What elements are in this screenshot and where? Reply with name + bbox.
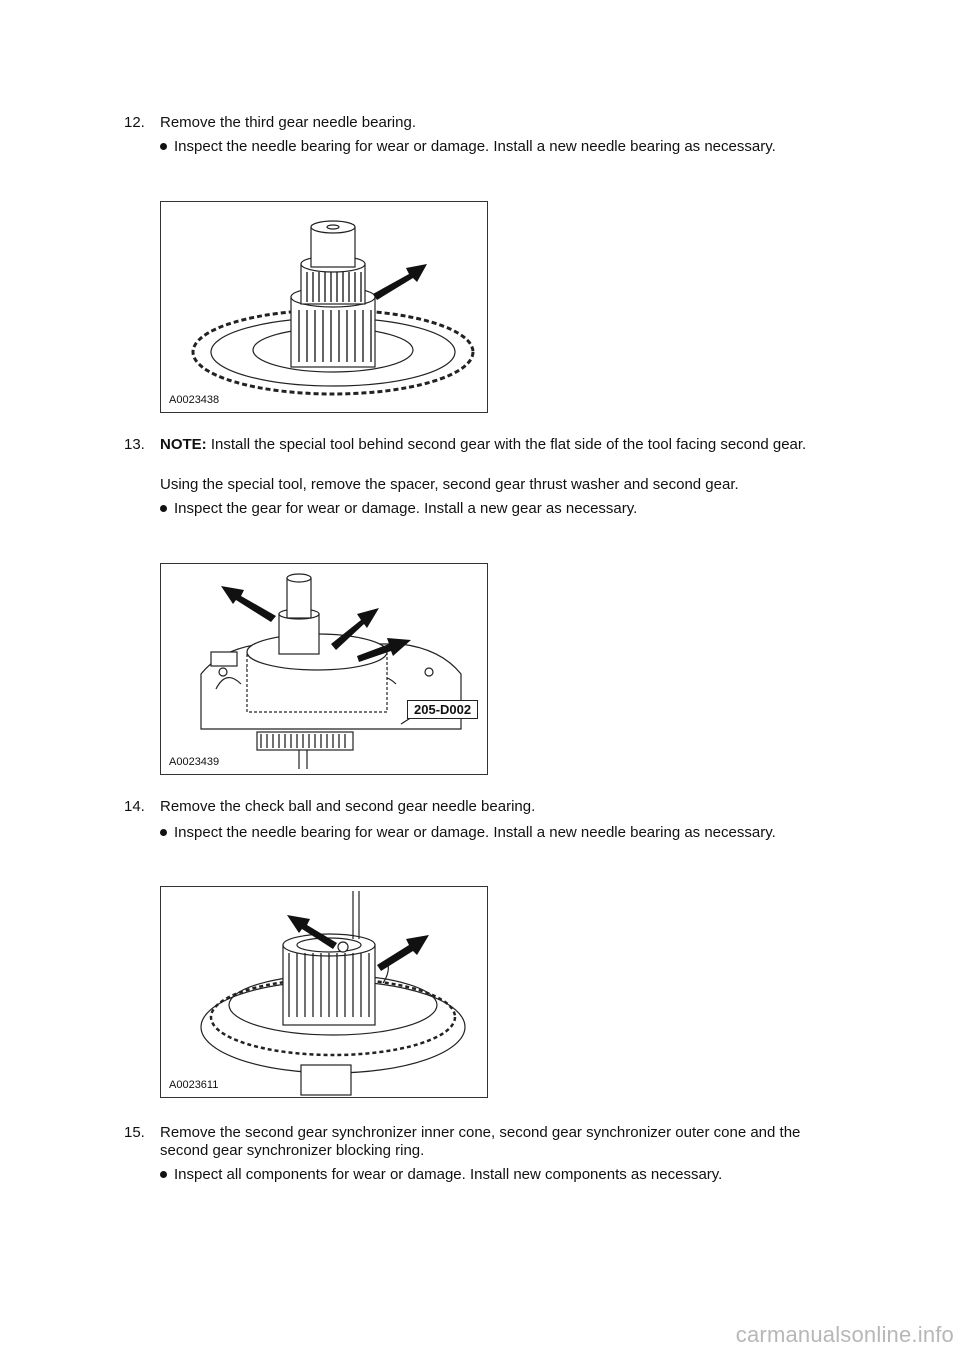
- figure-id: A0023611: [169, 1079, 219, 1091]
- arrow-icon: [221, 586, 276, 622]
- note-label: NOTE:: [160, 436, 207, 453]
- step-text: Using the special tool, remove the spacer, second gear thrust washer and second gear.: [160, 476, 739, 493]
- note-text: Install the special tool behind second gear with the flat side of the tool facing second gear.: [206, 436, 807, 453]
- step-15: [124, 1124, 844, 1188]
- bullet-item: Inspect the needle bearing for wear or damage. Install a new needle bearing as necessary.: [160, 822, 844, 844]
- step-13: [124, 436, 844, 522]
- bullet-item: Inspect the needle bearing for wear or damage. Install a new needle bearing as necessary.: [160, 138, 844, 156]
- bullet-list: [160, 138, 844, 156]
- special-tool-label: 205-D002: [407, 700, 478, 719]
- step-text: Remove the third gear needle bearing.: [160, 114, 416, 131]
- puller-illustration: [161, 564, 487, 774]
- bullet-list: [160, 822, 844, 844]
- watermark: carmanualsonline.info: [735, 1322, 954, 1347]
- bullet-dot-icon: [160, 1171, 167, 1178]
- step-number: 15.: [124, 1124, 145, 1141]
- bullet-dot-icon: [160, 505, 167, 512]
- bullet-list: [160, 500, 844, 518]
- bullet-dot-icon: [160, 143, 167, 150]
- bullet-dot-icon: [160, 829, 167, 836]
- step-text: Remove the check ball and second gear needle bearing.: [160, 798, 536, 815]
- step-14: [124, 798, 844, 848]
- gear-illustration: [161, 202, 487, 412]
- step-number: 13.: [124, 436, 145, 453]
- bullet-item: Inspect the gear for wear or damage. Install a new gear as necessary.: [160, 500, 844, 518]
- step-number: 12.: [124, 114, 145, 131]
- figure-id: A0023438: [169, 394, 220, 406]
- step-12: [124, 114, 844, 160]
- arrow-icon: [377, 935, 429, 971]
- synchronizer-illustration: [161, 887, 487, 1097]
- step-number: 14.: [124, 798, 145, 815]
- note-paragraph: [160, 436, 844, 454]
- figure-id: A0023439: [169, 756, 220, 768]
- step-text: Remove the second gear synchronizer inner cone, second gear synchronizer outer cone and the second gear synchronizer blocking ring.: [160, 1124, 801, 1159]
- figure-second-gear-removal: [160, 563, 488, 775]
- figure-third-gear-needle-bearing: [160, 201, 488, 413]
- bullet-item: Inspect all components for wear or damage. Install new components as necessary.: [160, 1166, 844, 1184]
- arrow-icon: [373, 264, 427, 300]
- bullet-list: [160, 1166, 844, 1184]
- figure-check-ball-needle-bearing: [160, 886, 488, 1098]
